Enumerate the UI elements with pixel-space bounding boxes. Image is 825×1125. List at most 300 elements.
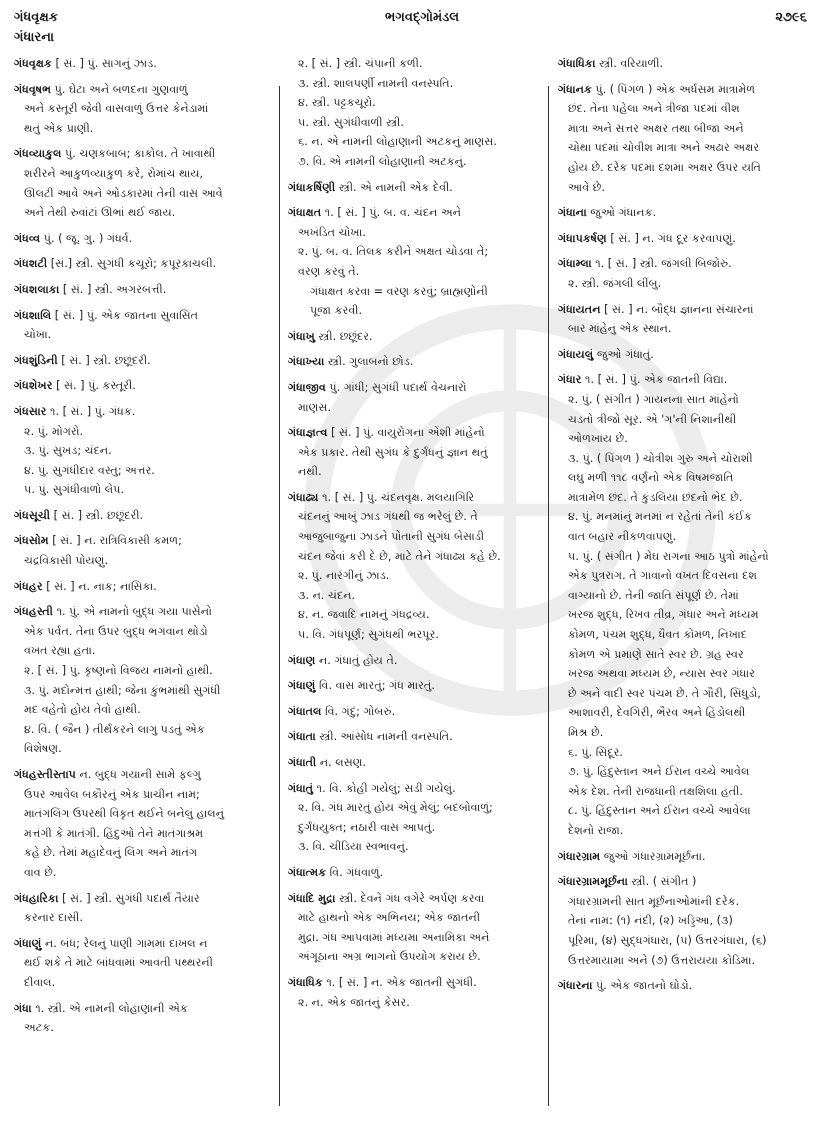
entry-subsense: લઘુ મળી ૧૧૮ વર્ણનો એક વિષમજાતિ <box>568 471 734 485</box>
entry-text: એક પર્વત. તેના ઉપર બુદ્ધ ભગવાન થોડો <box>24 624 208 638</box>
dictionary-entry <box>558 300 816 339</box>
entry-subsense: ૩. વિ. ચીડિયા સ્વભાવનું. <box>298 840 409 854</box>
entry-text: સ્ત્રી. આંસોધ નામની વનસ્પતિ. <box>319 730 453 744</box>
entry-text: [ સં. ] ન. બૌદ્ધ જ્ઞાનના સંચારનાં <box>604 302 754 316</box>
entry-subsense: ૮. પું. હિંદુસ્તાન અને ઈરાન વચ્ચે આવેલા <box>568 804 751 818</box>
entry-text: છંદ. તેના પહેલા અને ત્રીજા પદમાં વીશ <box>568 102 740 116</box>
entry-text: પું. ગાંધી; સુગંધી પદાર્થ વેચનારો <box>329 380 467 394</box>
entry-text: આજુબાજુનાં ઝાડને પોતાની સુગંધ બેસાડી <box>298 530 485 544</box>
entry-subsense: મિશ્ર છે. <box>568 726 604 739</box>
dictionary-entry <box>14 306 276 345</box>
dictionary-entry <box>288 676 542 696</box>
entry-text: બાર માંહેનું એક સ્થાન. <box>568 322 672 336</box>
entry-line <box>14 785 276 805</box>
dictionary-entry <box>14 602 276 759</box>
entry-subsense: ૨. [ સં. ] પું. કૃષ્ણનો વિજય નામનો હાથી. <box>24 664 213 678</box>
entry-headword: ગંધાધિક <box>288 975 323 989</box>
entry-line <box>558 345 816 365</box>
entry-headword: ગંધશટી <box>14 257 48 271</box>
entry-line <box>14 280 276 300</box>
entry-text: ઉત્તરમાયામા અને (૭) ઉત્તરાયયા કોડિમા. <box>568 953 755 967</box>
dictionary-entry <box>14 506 276 526</box>
entry-phrase: ગંધાક્ષત કરવા = વરણ કરવું; બ્રાહ્મણોની <box>310 284 488 298</box>
dictionary-entry <box>558 229 816 249</box>
entry-text: સ્ત્રી. ( સંગીત ) <box>631 875 697 889</box>
entry-line <box>14 843 276 863</box>
entry-line <box>558 158 816 178</box>
entry-line <box>558 951 816 971</box>
entry-text: ૧. [ સં. ] પું. બ. વ. ચંદન અને <box>324 206 462 220</box>
dictionary-entry <box>14 402 276 500</box>
entry-text: થતું એક પ્રાણી. <box>24 121 94 135</box>
entry-subsense: ૨. [ સં. ] સ્ત્રી. ચંપાની કળી. <box>298 57 423 70</box>
entry-headword: ગંધારગ્રામમૂર્છના <box>558 875 628 889</box>
entry-subsense: ૫. સ્ત્રી. સુગંધીવાળી સ્ત્રી. <box>298 115 404 129</box>
dictionary-entry <box>558 370 816 840</box>
entry-text: સ્ત્રી. છછૂંદર. <box>318 329 373 343</box>
entry-text: ચોખા. <box>24 328 52 342</box>
entry-line <box>558 99 816 119</box>
column-2 <box>288 54 542 1018</box>
entry-line <box>14 254 276 274</box>
entry-headword: ગંધાતલ <box>288 704 322 718</box>
entry-text: [ સં. ] ન. ગંધ દૂર કરવાપણું. <box>610 231 736 245</box>
entry-headword: ગંધહસ્તી <box>14 605 53 619</box>
entry-text: જુઓ ગંધાતું. <box>596 347 654 361</box>
dictionary-entry <box>558 203 816 223</box>
entry-line <box>558 80 816 100</box>
entry-line <box>14 184 276 204</box>
entry-subsense: માત્રામેળ છંદ. તે કુંડલિયા છંદનો ભેદ છે. <box>568 490 743 504</box>
column-1 <box>14 54 276 1044</box>
entry-line <box>558 254 816 274</box>
entry-phrase: પૂજા કરવી. <box>310 304 363 318</box>
entry-text: ઊલટી આવે અને ઓડકારમાં તેની વાસ આવે <box>24 186 223 200</box>
entry-text: ચંદનનું આખું ઝાડ ગંધથી જ ભરેલું છે. તે <box>298 510 478 524</box>
entry-line <box>558 931 816 951</box>
entry-text: [ સં. ] પું. સાગનું ઝાડ. <box>55 57 157 70</box>
entry-subsense: ૬. પું. સિંદૂર. <box>568 745 623 759</box>
entry-text: જુઓ ગંધારગ્રામમૂર્છના. <box>603 849 706 863</box>
entry-line <box>14 551 276 571</box>
dictionary-entry <box>288 702 542 722</box>
entry-text: [ સં. ] પું. કસ્તૂરી. <box>56 379 136 393</box>
entry-line <box>14 506 276 526</box>
entry-subsense: ૪. વિ. ( જૈન ) તીર્થંકરને લાગુ પડતું એક <box>24 722 205 736</box>
entry-line <box>288 779 542 799</box>
entry-headword: ગંધાણું <box>14 936 42 950</box>
entry-line <box>558 300 816 320</box>
entry-subsense: દેશનો રાજા. <box>568 823 624 837</box>
entry-line <box>558 178 816 198</box>
entry-subsense: ૨. સ્ત્રી. જંગલી લીંબુ. <box>568 276 662 290</box>
entry-subsense: ૨. ન. એક જાતનું કેસર. <box>298 995 410 1009</box>
entry-line <box>558 229 816 249</box>
entry-text: અંગૂઠાના અગ્ર ભાગનો ઉપયોગ કરાય છે. <box>298 950 481 964</box>
entry-subsense: ૩. ન. ચંદન. <box>298 588 356 602</box>
dictionary-entry <box>14 254 276 274</box>
entry-subsense: ૩. પું. મદોન્મત્ત હાથી; જેના કુંભમાંથી સુગંધી <box>24 683 221 697</box>
entry-headword: ગંધશુંડિની <box>14 353 58 367</box>
entry-text: દીવાલ. <box>24 975 56 989</box>
entry-headword: ગંધામ્લા <box>558 257 592 271</box>
entry-subsense: કોમળ એ પ્રમાણે સાતે સ્વર છે. ગ્રહ સ્વર <box>568 647 744 661</box>
entry-line <box>14 622 276 642</box>
entry-text: ન. બુદ્ધ ગયાની સામે ફલ્ગુ <box>79 768 201 781</box>
entry-text: ન. ગંધાતું હોય તે. <box>318 653 398 667</box>
entry-subsense: ૨. વિ. ગંધ મારતું હોય એવું મેલું; બદબોવાળું; <box>298 801 493 815</box>
entry-subsense: ૨. પું. બ. વ. તિલક કરીને અક્ષત ચોડવા તે; <box>298 245 489 259</box>
entry-headword: ગંધાકર્ષિણી <box>288 180 336 194</box>
entry-text: શરીરને આકુળવ્યાકુળ કરે, રોમાંચ થાય, <box>24 166 204 180</box>
dictionary-entry <box>14 80 276 139</box>
dictionary-entry <box>14 889 276 928</box>
entry-text: અટક. <box>24 1021 54 1035</box>
dictionary-entry <box>14 531 276 570</box>
entry-text: [ સં. ] સ્ત્રી. અગરબત્તી. <box>62 282 167 296</box>
entry-text: ગંધારગ્રામની સાત મૂર્છનાઓમાંની દરેક. <box>568 894 740 908</box>
entry-line <box>288 423 542 443</box>
entry-line <box>14 765 276 785</box>
entry-line <box>288 547 542 567</box>
page-number: ૨૭૯૬ <box>775 10 807 25</box>
entry-line <box>14 376 276 396</box>
entry-text: ૧. વિ. કોહી ગયેલું; સડી ગયેલું. <box>316 781 456 795</box>
entry-line <box>14 999 276 1019</box>
entry-text: મુદ્રા. ગંધ આપવામાં મધ્યમા અનામિકા અને <box>298 930 490 944</box>
entry-text: જુઓ ગંધાનક. <box>590 206 657 220</box>
entry-line <box>288 378 542 398</box>
dictionary-entry <box>288 178 542 198</box>
entry-headword: ગંધાખ્યા <box>288 355 325 369</box>
entry-text: કરનાર દાસી. <box>24 911 83 925</box>
dictionary-entry <box>558 54 816 74</box>
entry-subsense: વિશેષણ. <box>24 742 62 756</box>
guide-word-first: ગંધવૃક્ષક <box>14 10 59 25</box>
entry-headword: ગંધશલાકા <box>14 282 60 296</box>
entry-subsense: ૪. પું. મનમાંનું મનમાં ન રહેતાં તેની કંઈક <box>568 510 752 524</box>
entry-line <box>288 527 542 547</box>
entry-text: પું. એક જાતનો ઘોડો. <box>596 979 693 993</box>
entry-text: ચંદ્રવિકાસી પોયણું. <box>24 554 109 568</box>
dictionary-entry <box>14 577 276 597</box>
entry-text: ૧. પું. એ નામનો બુદ્ધ ગયા પાસેનો <box>56 605 212 619</box>
entry-line <box>288 908 542 928</box>
entry-line <box>14 863 276 883</box>
entry-headword: ગંધાતા <box>288 730 316 744</box>
entry-line <box>14 577 276 597</box>
dictionary-entry <box>288 378 542 417</box>
entry-text: પું. ચણકબાબ; કાકોલ. તે ખાવાથી <box>65 147 216 161</box>
entry-line <box>14 641 276 661</box>
entry-line <box>14 306 276 326</box>
entry-headword: ગંધવ્વ <box>14 231 41 245</box>
entry-line <box>288 676 542 696</box>
entry-headword: ગંધસૂચી <box>14 508 51 522</box>
entry-line <box>14 203 276 223</box>
entry-text: પું. ( પિંગળ ) એક અર્ધસમ માત્રામેળ <box>595 82 756 96</box>
dictionary-entry <box>288 753 542 773</box>
entry-subsense: વાત બહાર નીકળવાપણું. <box>568 530 677 544</box>
entry-line <box>14 229 276 249</box>
entry-line <box>288 398 542 418</box>
entry-headword: ગંધા <box>14 1001 32 1015</box>
entry-line <box>288 889 542 909</box>
entry-text: અને તેથી રુવાંટાં ઊભાં થઈ જાય. <box>24 206 176 220</box>
entry-line <box>14 99 276 119</box>
entry-line <box>14 602 276 622</box>
entry-line <box>288 928 542 948</box>
entry-text: [ સં. ] પું. એક જાતના સુવાસિત <box>54 308 199 322</box>
entry-text: [ સં. ] ન. રાત્રિવિકાસી કમળ; <box>52 534 182 548</box>
dictionary-entry <box>14 376 276 396</box>
entry-text: સ્ત્રી. દેવને ગંધ વગેરે અર્પણ કરવા <box>339 891 485 905</box>
entry-headword: ગંધાણ <box>288 653 316 667</box>
entry-line <box>288 507 542 527</box>
entry-subsense: ૫. વિ. ગંધપૂર્ણ; સુગંધથી ભરપૂર. <box>298 628 439 642</box>
entry-text: ચોથા પદમાં ચોવીશ માત્રા અને અઢાર અક્ષર <box>568 141 760 155</box>
entry-line <box>288 223 542 243</box>
dictionary-entry <box>288 779 542 857</box>
entry-text: [સં.] સ્ત્રી. સુગંધી કચૂરો; કપૂરકાચલી. <box>50 257 217 271</box>
entry-line <box>14 144 276 164</box>
dictionary-entry <box>288 973 542 1012</box>
entry-line <box>558 203 816 223</box>
entry-text: અખંડિત ચોખા. <box>298 225 366 239</box>
entry-subsense: વાગ્યાનો છે. તેની જાતિ સંપૂર્ણ છે. તેમાં <box>568 588 739 602</box>
entry-line <box>14 973 276 993</box>
column-divider <box>279 86 280 1106</box>
entry-line <box>288 203 542 223</box>
entry-subsense: વરણ કરવું તે. <box>298 264 360 278</box>
dictionary-entry <box>14 351 276 371</box>
entry-line <box>558 911 816 931</box>
entry-line <box>14 824 276 844</box>
entry-line <box>288 443 542 463</box>
entry-text: [ સં. ] સ્ત્રી. છછૂંદરી. <box>53 508 144 522</box>
dictionary-entry <box>14 934 276 993</box>
entry-text: પું. ઘેટા અને બળદના ગુણવાળું <box>54 82 188 96</box>
dictionary-entry <box>14 765 276 883</box>
entry-text: વિ. વાસ મારતું; ગંધ મારતું. <box>318 679 435 693</box>
entry-text: માત્રા અને સત્તર અક્ષર તથા બીજા અને <box>568 121 744 135</box>
entry-headword: ગંધવ્યાકુલ <box>14 147 62 161</box>
entry-subsense: કોમળ, પંચમ શુદ્ધ, ધૈવત કોમળ, નિખાદ <box>568 628 747 642</box>
entry-text: વિ. ગંધવાળું. <box>329 865 384 879</box>
dictionary-entry <box>14 229 276 249</box>
entry-subsense: ૨. પું. નારંગીનું ઝાડ. <box>298 569 390 583</box>
entry-headword: ગંધાક્ષત <box>288 206 322 220</box>
entry-line <box>288 753 542 773</box>
entry-text: ન. બંધ; રેલનું પાણી ગામમાં દાખલ ન <box>44 936 208 950</box>
entry-headword: ગંધહર <box>14 579 43 593</box>
entry-subsense: ૩. પું. ( પિંગળ ) ચોત્રીશ ગુરુ અને ચોરાશી <box>568 451 753 465</box>
entry-headword: ગંધાતી <box>288 756 317 769</box>
dictionary-entry <box>288 327 542 347</box>
entry-line <box>288 727 542 747</box>
entry-line <box>288 352 542 372</box>
entry-line <box>558 872 816 892</box>
entry-subsense: ઓળખાય છે. <box>568 432 628 446</box>
guide-word-last: ગંધારના <box>14 30 55 45</box>
entry-subsense: છે અને વાદી સ્વર પંચમ છે. તે ગૌરી, સિંધુડો, <box>568 686 761 700</box>
entry-line <box>288 462 542 482</box>
entry-headword: ગંધાજ્ઞત્વ <box>288 426 328 440</box>
entry-subsense: ૪. ન. જવાદિ નામનું ગંધદ્રવ્ય. <box>298 608 430 622</box>
entry-line <box>14 1018 276 1038</box>
entry-headword: ગંધાનક <box>558 82 592 96</box>
entry-text: ઉપર આવેલ બકૌરનું એક પ્રાચીન નામ; <box>24 787 200 801</box>
entry-subsense: ૭. પું. હિંદુસ્તાન અને ઈરાન વચ્ચે આવેલ <box>568 765 750 779</box>
entry-text: નથી. <box>298 465 322 479</box>
entry-headword: ગંધસોમ <box>14 534 49 548</box>
entry-headword: ગંધાઢ્ય <box>288 490 319 504</box>
entry-text: કહે છે. તેમાં મહાદેવનું લિંગ અને માતંગ <box>24 846 198 860</box>
entry-line <box>288 947 542 967</box>
entry-text: માણસ. <box>298 400 332 414</box>
entry-line <box>558 319 816 339</box>
entry-headword: ગંધવૃષભ <box>14 82 52 96</box>
entry-line <box>288 973 542 993</box>
entry-text: ૧. [ સં. ] પું. ગંધક. <box>50 404 136 418</box>
entry-text: [ સં. ] પું. વાયુરોગના એંશી માંહેનો <box>331 426 485 440</box>
entry-line <box>14 531 276 551</box>
entry-line <box>558 847 816 867</box>
entry-headword: ગંધાધિકા <box>558 57 596 70</box>
entry-text: તેનાં નામ: (૧) નંદી, (૨) ખડ્ડિઆ, (૩) <box>568 914 733 928</box>
entry-headword: ગંધાજીવ <box>288 380 326 394</box>
entry-line <box>14 351 276 371</box>
entry-text: ન. લસણ. <box>319 756 367 769</box>
entry-subsense: આશાવરી, દેવગિરી, ભૈરવ અને હિંડોલથી <box>568 706 746 720</box>
entry-text: વિ. ગંદું; ગોબરું. <box>325 704 396 718</box>
entry-text: ૧. [ સં. ] પું. ચંદનવૃક્ષ. મલયાગિરિ <box>322 490 475 504</box>
dictionary-entry <box>14 999 276 1038</box>
entry-text: વાવ છે. <box>24 865 57 879</box>
entry-text: હોય છે. દરેક પદમાં દશમા અક્ષર ઉપર યતિ <box>568 160 761 174</box>
entry-headword: ગંધહારિકા <box>14 891 59 905</box>
entry-line <box>558 892 816 912</box>
entry-line <box>14 402 276 422</box>
entry-headword: ગંધશાલિ <box>14 308 52 322</box>
entry-line <box>288 702 542 722</box>
dictionary-entry <box>558 872 816 970</box>
entry-subsense: ૫. પું. સુગંધીવાળો લેપ. <box>24 483 125 497</box>
entry-text: [ સં. ] ન. નાક; નાસિકા. <box>46 579 157 593</box>
entry-line <box>558 54 816 74</box>
entry-subsense: ૫. પું. ( સંગીત ) મેઘ રાગના આઠ પુત્રો માંહેનો <box>568 549 769 563</box>
entry-text: થઈ શકે તે માટે બાંધવામાં આવતી પથ્થરની <box>24 956 213 970</box>
entry-line <box>558 119 816 139</box>
book-title: ભગવદ્ગોમંડલ <box>385 10 460 25</box>
entry-subsense: ૪. પું. સુગંધીદાર વસ્તુ; અત્તર. <box>24 463 155 477</box>
entry-text: આવે છે. <box>568 180 605 194</box>
entry-subsense: ખરજ શુદ્ધ, રિખવ તીવ્ર, ગંધાર અને મધ્યમ <box>568 608 759 622</box>
entry-headword: ગંધાદિ મુદ્રા <box>288 891 336 905</box>
entry-line <box>288 178 542 198</box>
dictionary-columns <box>0 54 825 1114</box>
dictionary-entry <box>288 889 542 967</box>
entry-headword: ગંધાત્મક <box>288 865 327 879</box>
entry-line <box>288 327 542 347</box>
entry-subsense: દુર્ગંધયુક્ત; નઠારી વાસ આપતું. <box>298 820 436 834</box>
entry-line <box>288 863 542 883</box>
entry-headword: ગંધાયતન <box>558 302 601 316</box>
dictionary-entry <box>288 203 542 321</box>
dictionary-entry <box>288 352 542 372</box>
entry-line <box>14 934 276 954</box>
dictionary-entry <box>558 254 816 293</box>
entry-text: [ સં. ] સ્ત્રી. સુગંધી પદાર્થ તૈયાર <box>62 891 200 905</box>
dictionary-entry <box>558 976 816 996</box>
entry-subsense: ૩. પું. સુખડ; ચંદન. <box>24 444 112 458</box>
entry-line <box>14 953 276 973</box>
entry-line <box>288 651 542 671</box>
dictionary-entry <box>14 54 276 74</box>
entry-headword: ગંધહસ્તીસ્તાપ <box>14 768 76 781</box>
entry-subsense: એક પુત્રરાગ. તે ગાવાનો વખત દિવસના દશ <box>568 569 757 583</box>
entry-text: સ્ત્રી. વરિયાળી. <box>599 57 664 70</box>
dictionary-entry <box>288 54 542 172</box>
entry-subsense: ૬. ન. એ નામની લોહાણાની અટકનું માણસ. <box>298 135 497 149</box>
entry-text: સ્ત્રી. એ નામની એક દેવી. <box>338 180 453 194</box>
entry-subsense: ખરજ અથવા મધ્યમ છે, ન્યાસ સ્વર ગંધાર <box>568 667 755 681</box>
entry-line <box>14 54 276 74</box>
entry-subsense: મદ વહેતો હોય તેવો હાથી. <box>24 703 141 717</box>
entry-subsense: ચડતો ત્રીજો સૂર. એ 'ગ'ની નિશાનીથી <box>568 412 737 426</box>
entry-line <box>14 119 276 139</box>
entry-line <box>558 138 816 158</box>
entry-line <box>558 976 816 996</box>
entry-text: ૧. સ્ત્રી. એ નામની લોહાણાની એક <box>35 1001 188 1015</box>
entry-headword: ગંધસાર <box>14 404 47 418</box>
entry-line <box>14 164 276 184</box>
dictionary-entry <box>288 423 542 482</box>
entry-headword: ગંધાના <box>558 206 587 220</box>
entry-headword: ગંધાતું <box>288 781 314 795</box>
entry-headword: ગંધાર <box>558 373 582 387</box>
entry-line <box>14 804 276 824</box>
entry-line <box>14 325 276 345</box>
dictionary-entry <box>288 863 542 883</box>
dictionary-entry <box>558 345 816 365</box>
entry-headword: ગંધાયલું <box>558 347 594 361</box>
entry-headword: ગંધવૃક્ષક <box>14 57 52 70</box>
entry-text: ૧. [ સં. ] પું. એક જાતની વિદ્યા. <box>584 373 728 387</box>
entry-text: પું. ( જૂ. ગુ. ) ગંધર્વ. <box>43 231 133 245</box>
entry-text: માતંગલિંગ ઉપરથી વિકૃત થઈને બનેલું હાલનું <box>24 807 225 821</box>
entry-headword: ગંધારગ્રામ <box>558 849 601 863</box>
column-3 <box>558 54 816 1002</box>
entry-headword: ગંધારના <box>558 979 593 993</box>
entry-text: માટે હાથનો એક અભિનય; એક જાતની <box>298 911 481 925</box>
entry-subsense: ૩. સ્ત્રી. શાલપર્ણી નામની વનસ્પતિ. <box>298 76 454 90</box>
entry-line <box>288 488 542 508</box>
entry-text: એક પ્રકાર. તેથી સુગંધ કે દુર્ગંધનું જ્ઞાન થતું <box>298 445 488 459</box>
entry-headword: ગંધશેખર <box>14 379 53 393</box>
entry-text: ૧. [ સં. ] સ્ત્રી. જંગલી બિજોરું. <box>595 257 732 271</box>
page-header <box>0 0 825 48</box>
dictionary-entry <box>14 144 276 222</box>
entry-text: [ સં. ] સ્ત્રી. છછૂંદરી. <box>61 353 151 367</box>
entry-subsense: ૨. પું. મોગરો. <box>24 424 84 438</box>
dictionary-entry <box>558 847 816 867</box>
entry-subsense: ૭. વિ. એ નામની લોહાણાની અટકનું. <box>298 154 467 168</box>
dictionary-entry <box>558 80 816 198</box>
entry-line <box>558 370 816 390</box>
entry-headword: ગંધાખુ <box>288 329 315 343</box>
entry-text: સ્ત્રી. ગુલાબનો છોડ. <box>327 355 414 369</box>
